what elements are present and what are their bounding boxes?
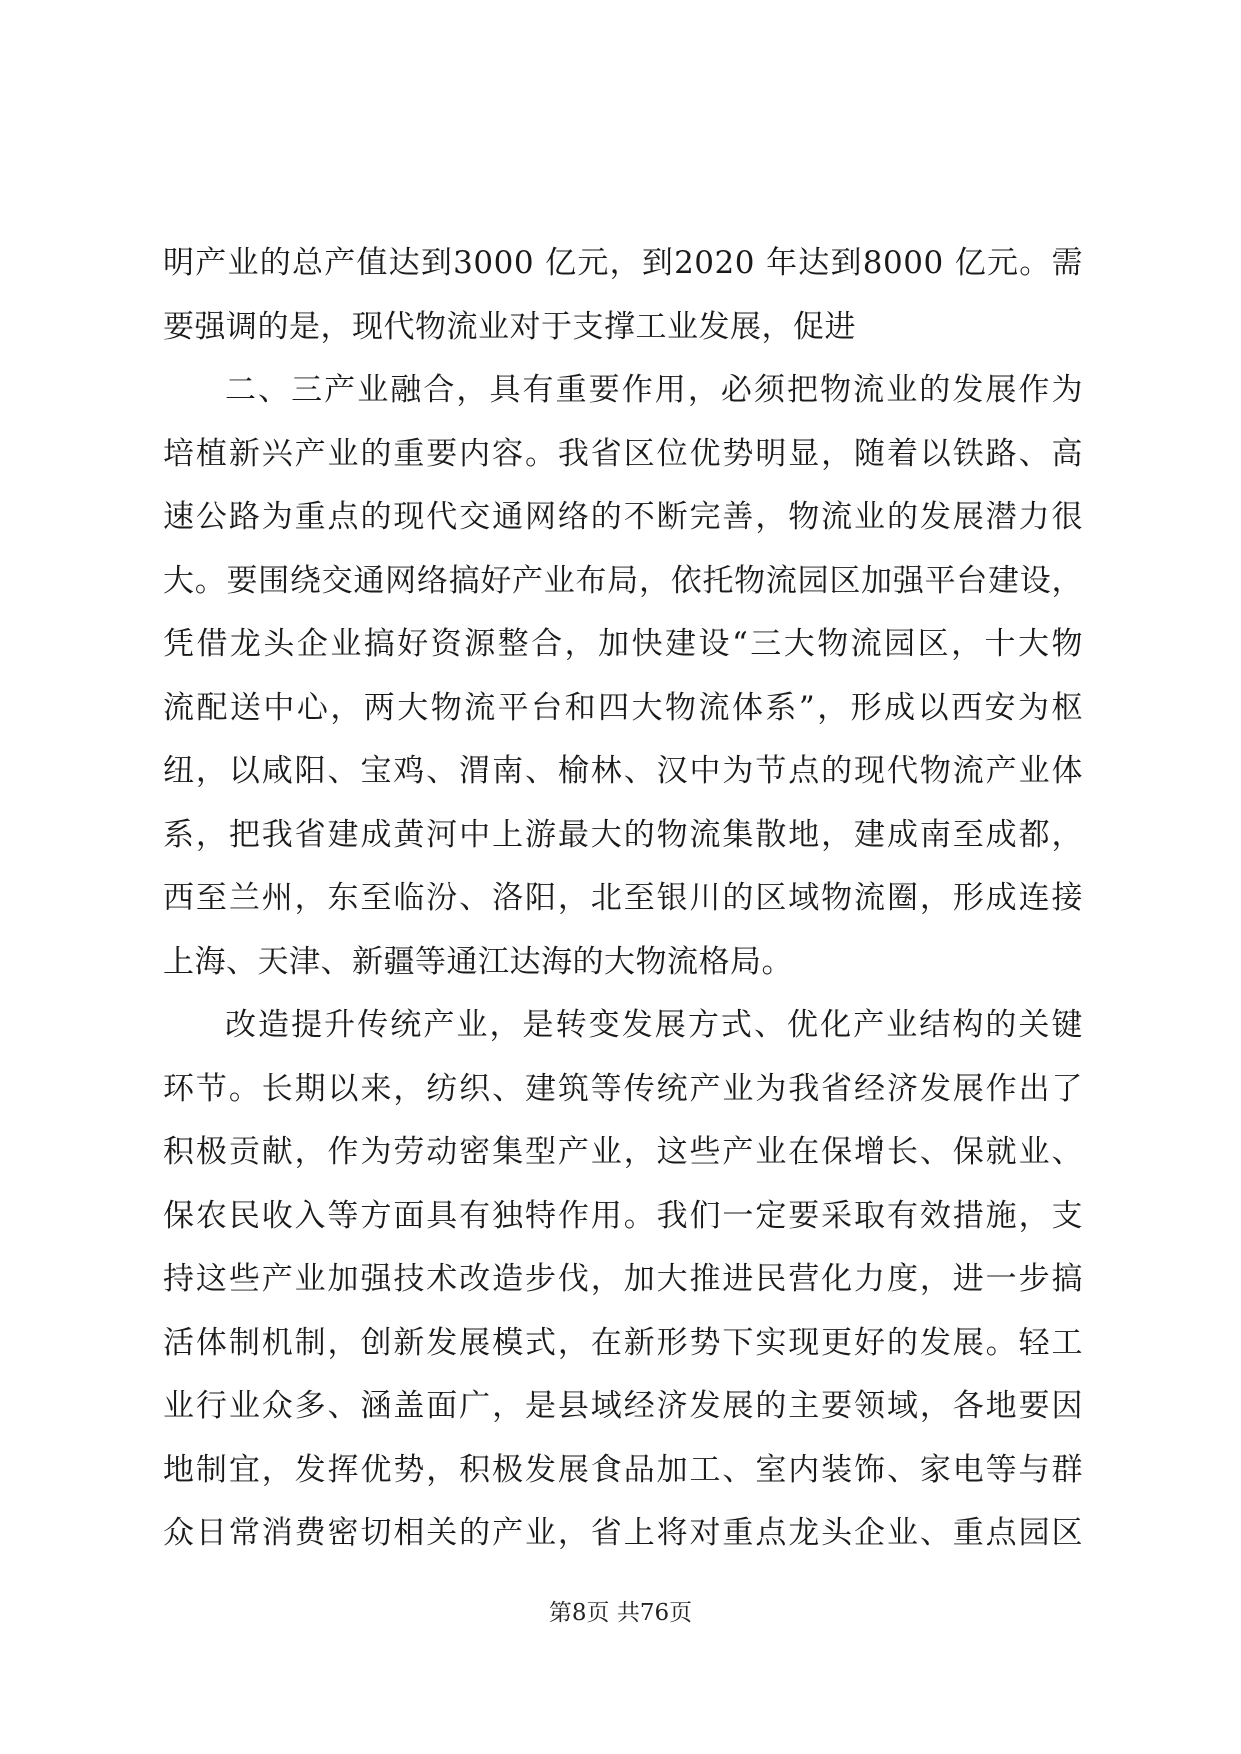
text-line: 培植新兴产业的重要内容。我省区位优势明显，随着以铁路、高: [163, 435, 1083, 472]
text-line: 流配送中心，两大物流平台和四大物流体系”，形成以西安为枢: [163, 689, 1083, 726]
text-line: 凭借龙头企业搞好资源整合，加快建设“三大物流园区，十大物: [163, 626, 1083, 662]
text-line: 纽，以咸阳、宝鸡、渭南、榆林、汉中为节点的现代物流产业体: [163, 753, 1083, 789]
text-line: 改造提升传统产业，是转变发展方式、优化产业结构的关键: [225, 1007, 1083, 1043]
text-line: 速公路为重点的现代交通网络的不断完善，物流业的发展潜力很: [163, 499, 1083, 535]
text-line: 积极贡献，作为劳动密集型产业，这些产业在保增长、保就业、: [163, 1134, 1083, 1170]
text-line: 业行业众多、涵盖面广，是县域经济发展的主要领域，各地要因: [163, 1388, 1083, 1424]
text-line: 系，把我省建成黄河中上游最大的物流集散地，建成南至成都，: [163, 816, 1083, 853]
page-number-footer: 第8页 共76页: [548, 1600, 693, 1626]
text-line: 二、三产业融合，具有重要作用，必须把物流业的发展作为: [225, 372, 1083, 408]
text-line: 大。要围绕交通网络搞好产业布局，依托物流园区加强平台建设，: [163, 562, 1083, 599]
text-line: 西至兰州，东至临汾、洛阳，北至银川的区域物流圈，形成连接: [163, 880, 1083, 916]
text-line: 保农民收入等方面具有独特作用。我们一定要采取有效措施，支: [163, 1197, 1083, 1234]
body-text: [163, 232, 1083, 1566]
text-line: 地制宜，发挥优势，积极发展食品加工、室内装饰、家电等与群: [163, 1451, 1083, 1488]
text-line: 明产业的总产值达到3000 亿元，到2020 年达到8000 亿元。需: [163, 245, 1083, 281]
text-line: 环节。长期以来，纺织、建筑等传统产业为我省经济发展作出了: [163, 1070, 1083, 1107]
text-line: 活体制机制，创新发展模式，在新形势下实现更好的发展。轻工: [163, 1324, 1083, 1361]
text-line: 众日常消费密切相关的产业，省上将对重点龙头企业、重点园区: [163, 1515, 1083, 1551]
text-line: 持这些产业加强技术改造步伐，加大推进民营化力度，进一步搞: [163, 1261, 1083, 1297]
text-line: 要强调的是，现代物流业对于支撑工业发展，促进: [163, 308, 856, 345]
text-line: 上海、天津、新疆等通江达海的大物流格局。: [163, 943, 793, 980]
